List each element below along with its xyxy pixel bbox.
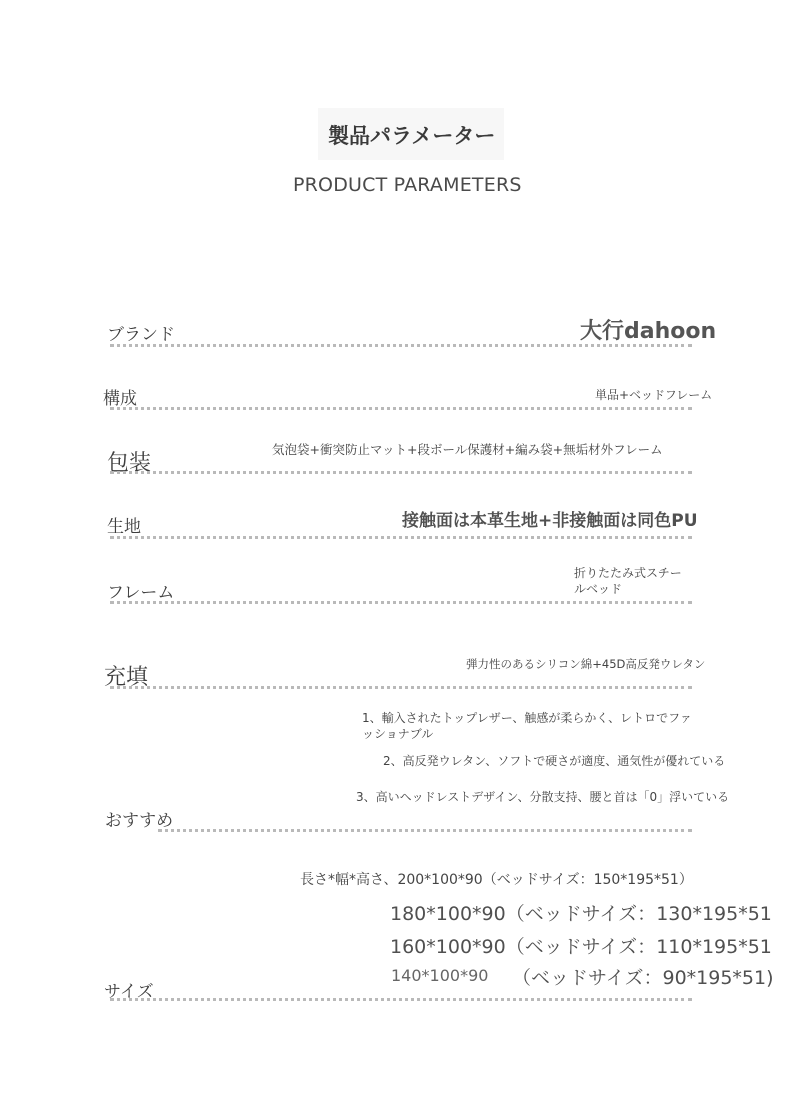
- size-item: 長さ*幅*高さ、200*100*90（ベッドサイズ：150*195*51）: [300, 872, 693, 888]
- dotted-divider: [110, 344, 692, 347]
- size-item: 140*100*90: [391, 966, 489, 985]
- page-subtitle: PRODUCT PARAMETERS: [293, 174, 522, 196]
- recommend-item: 3、高いヘッドレストデザイン、分散支持、腰と首は「0」浮いている: [356, 790, 730, 804]
- param-label: ブランド: [107, 325, 175, 345]
- param-value: 気泡袋+衝突防止マット+段ボール保護材+編み袋+無垢材外フレーム: [272, 442, 663, 457]
- param-value: 折りたたみ式スチールベッド: [574, 566, 682, 596]
- dotted-divider: [110, 471, 692, 474]
- param-value: 単品+ベッドフレーム: [595, 388, 713, 402]
- dotted-divider: [110, 536, 692, 539]
- param-label: 充填: [104, 665, 149, 690]
- dotted-divider: [110, 686, 692, 689]
- param-label: おすすめ: [105, 811, 174, 831]
- param-label: サイズ: [104, 982, 154, 1002]
- param-value: 大行dahoon: [580, 319, 717, 344]
- dotted-divider: [110, 998, 692, 1001]
- param-value: 弾力性のあるシリコン綿+45D高反発ウレタン: [466, 657, 706, 671]
- dotted-divider: [110, 407, 692, 410]
- size-item: 160*100*90（ベッドサイズ：110*195*51: [390, 936, 772, 958]
- size-item: 180*100*90（ベッドサイズ：130*195*51: [390, 903, 772, 925]
- param-label: 生地: [107, 517, 141, 537]
- param-label: フレーム: [107, 583, 175, 603]
- recommend-item: 2、高反発ウレタン、ソフトで硬さが適度、通気性が優れている: [383, 754, 726, 768]
- size-item: （ベッドサイズ：90*195*51): [512, 967, 774, 989]
- param-label: 構成: [103, 389, 137, 409]
- recommend-item: 1、輸入されたトップレザー、触感が柔らかく、レトロでファッショナブル: [362, 711, 692, 741]
- page-title: 製品パラメーター: [328, 124, 496, 148]
- dotted-divider: [158, 829, 692, 832]
- param-value: 接触面は本革生地+非接触面は同色PU: [402, 511, 698, 531]
- param-label: 包装: [107, 451, 152, 476]
- dotted-divider: [110, 601, 692, 604]
